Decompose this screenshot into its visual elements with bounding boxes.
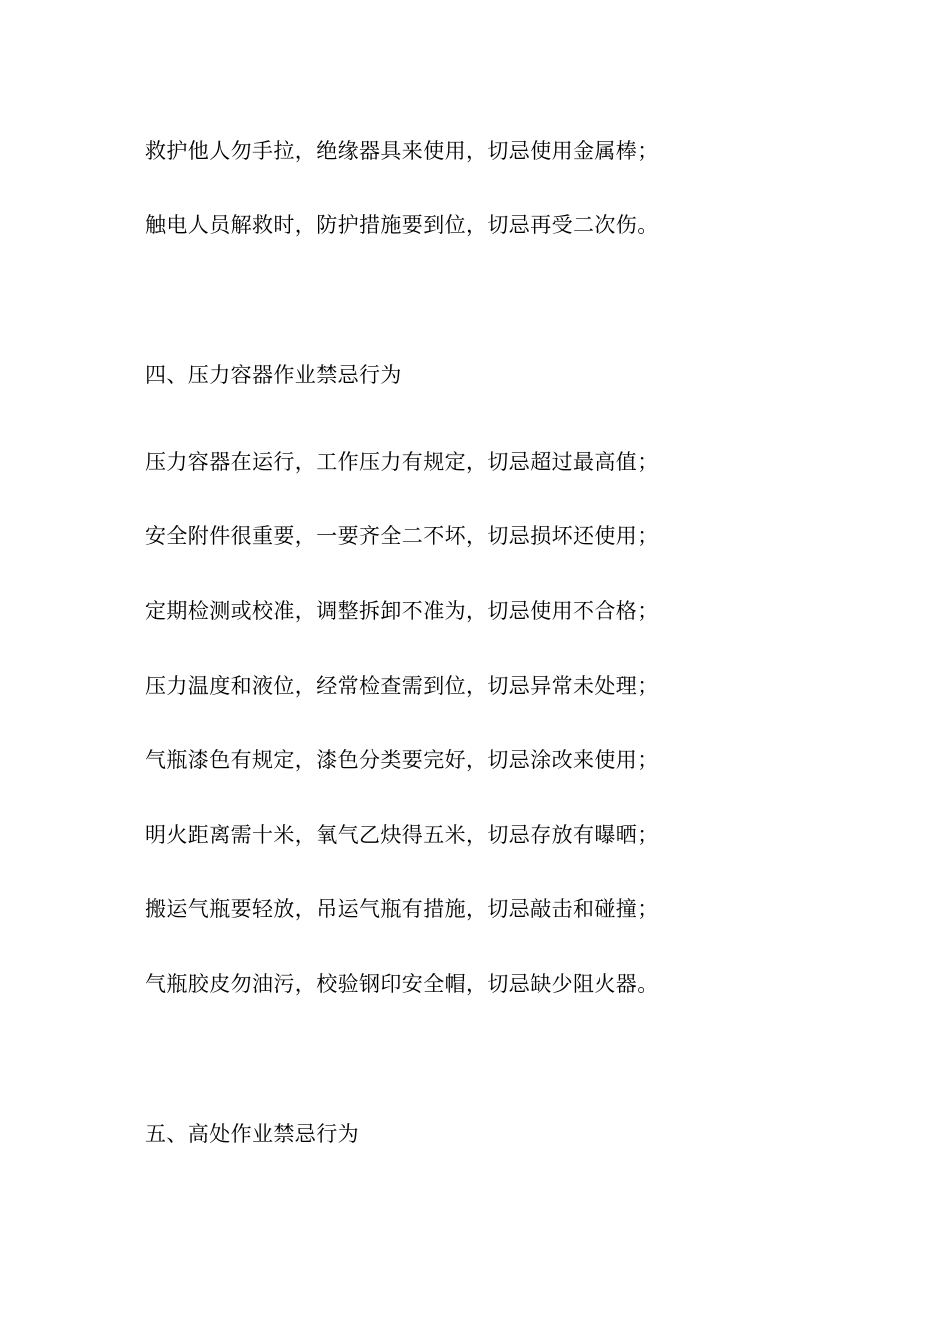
text-line: 压力容器在运行，工作压力有规定，切忌超过最高值； xyxy=(145,450,659,474)
text-line: 救护他人勿手拉，绝缘器具来使用，切忌使用金属棒； xyxy=(145,139,659,163)
text-line: 明火距离需十米，氧气乙炔得五米，切忌存放有曝晒； xyxy=(145,823,659,847)
text-line: 安全附件很重要，一要齐全二不坏，切忌损坏还使用； xyxy=(145,524,659,548)
text-line: 气瓶胶皮勿油污，校验钢印安全帽，切忌缺少阻火器。 xyxy=(145,972,659,996)
text-line: 气瓶漆色有规定，漆色分类要完好，切忌涂改来使用； xyxy=(145,748,659,772)
section-heading-5: 五、高处作业禁忌行为 xyxy=(145,1122,359,1146)
text-line: 压力温度和液位，经常检查需到位，切忌异常未处理； xyxy=(145,674,659,698)
section-heading-4: 四、压力容器作业禁忌行为 xyxy=(145,363,402,387)
text-line: 搬运气瓶要轻放，吊运气瓶有措施，切忌敲击和碰撞； xyxy=(145,897,659,921)
text-line: 定期检测或校准，调整拆卸不准为，切忌使用不合格； xyxy=(145,599,659,623)
text-line: 触电人员解救时，防护措施要到位，切忌再受二次伤。 xyxy=(145,213,659,237)
